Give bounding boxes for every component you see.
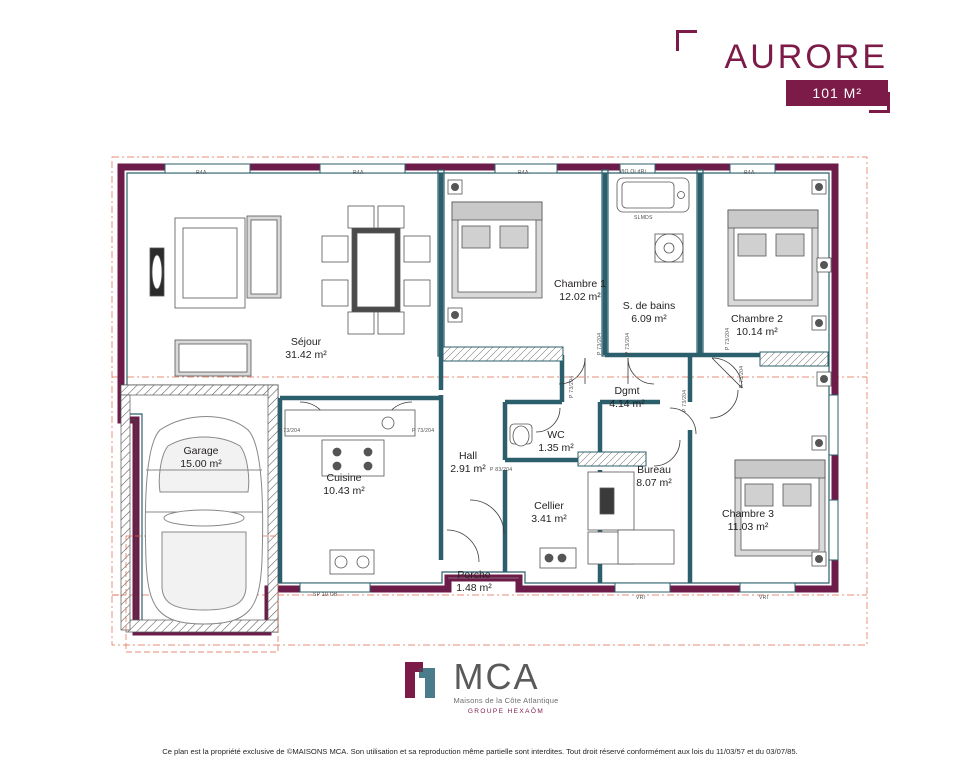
- room-area: 15.00 m²: [180, 458, 222, 470]
- mca-logo-mark-icon: [401, 658, 443, 702]
- room-label-wc: [538, 429, 574, 455]
- annotation-door-v3: P 73/204: [569, 375, 575, 398]
- room-name: S. de bains: [622, 300, 676, 312]
- annotation-door-p83204: P 83/204: [490, 467, 513, 473]
- annotation-door-v5: P 73/204: [725, 327, 731, 350]
- room-area: 31.42 m²: [285, 349, 327, 361]
- room-area: 8.07 m²: [636, 477, 672, 489]
- annotation-vri-1: VRI: [636, 595, 646, 601]
- room-label-bureau: [636, 464, 672, 490]
- annotation-slmds: SLMDS: [634, 215, 653, 221]
- room-label-chambre-1: [554, 278, 606, 304]
- room-name: Dgmt: [614, 385, 640, 397]
- room-area: 3.41 m²: [531, 513, 567, 525]
- floor-plan: [0, 140, 960, 660]
- annotation-i8o-oi-dri: i8O Oi dRi: [620, 169, 647, 175]
- annotation-r4a-3: R4A: [518, 170, 529, 176]
- room-label-porche: [456, 569, 492, 595]
- room-name: Cellier: [534, 500, 564, 512]
- room-name: Hall: [458, 450, 478, 462]
- room-name: WC: [547, 429, 565, 441]
- mca-tagline: Maisons de la Côte Atlantique: [453, 696, 559, 705]
- surface-badge: 101 M²: [786, 80, 888, 106]
- annotation-sp10ob: SP 10 OB: [313, 592, 338, 598]
- room-name: Bureau: [637, 464, 671, 476]
- room-name: Chambre 3: [722, 508, 774, 520]
- annotation-r4a-1: R4A: [196, 170, 207, 176]
- room-name: Porche: [457, 569, 491, 581]
- room-name: Cuisine: [326, 472, 362, 484]
- room-label-garage: [180, 445, 221, 471]
- annotation-door-v1: P 73/204: [597, 332, 603, 355]
- annotation-door-p73204-b: P 73/204: [412, 428, 435, 434]
- room-area: 1.48 m²: [456, 582, 492, 594]
- model-name: AURORE: [724, 38, 888, 76]
- room-area: 12.02 m²: [559, 291, 601, 303]
- room-label-chambre-2: [731, 313, 783, 339]
- legal-notice: Ce plan est la propriété exclusive de ©MAISONS MCA. Son utilisation et sa reproduction même partielle sont interdites. Tout droit réservé conformément aux lois du 11/03/57 et du 03/07/85.: [162, 747, 798, 756]
- room-name: Garage: [183, 445, 219, 457]
- room-area: 6.09 m²: [631, 313, 667, 325]
- room-area: 2.91 m²: [450, 463, 486, 475]
- plan-header: [670, 18, 890, 118]
- annotation-door-p73204-a: P 73/204: [278, 428, 301, 434]
- room-label-cuisine: [323, 472, 364, 498]
- room-area: 10.43 m²: [323, 485, 365, 497]
- room-name: Chambre 1: [554, 278, 606, 290]
- mca-wordmark: MCA: [453, 656, 540, 697]
- room-label-dgmt: [609, 385, 645, 411]
- room-label-chambre-3: [722, 508, 774, 534]
- mca-logo: [0, 658, 960, 715]
- plan-footer: [0, 658, 960, 768]
- mca-logo-text: [453, 658, 558, 715]
- annotation-door-v6: P 73/204: [739, 365, 745, 388]
- annotation-r4a-2: R4A: [353, 170, 364, 176]
- room-label-cellier: [531, 500, 567, 526]
- room-area: 4.14 m²: [609, 398, 645, 410]
- room-name: Chambre 2: [731, 313, 783, 325]
- room-area: 11.03 m²: [727, 521, 769, 533]
- room-area: 10.14 m²: [736, 326, 778, 338]
- room-area: 1.35 m²: [538, 442, 574, 454]
- room-label-hall: [450, 450, 486, 476]
- room-label-sejour: [285, 336, 326, 362]
- mca-group: GROUPE HEXAÔM: [467, 708, 545, 715]
- annotation-r4a-4: R4A: [744, 170, 755, 176]
- annotation-vri-2: VRI: [759, 595, 769, 601]
- room-label-salle-de-bains: [623, 300, 676, 326]
- annotation-door-v4: P 73/204: [682, 389, 688, 412]
- corner-bracket-top-left-icon: [676, 30, 697, 51]
- room-name: Séjour: [290, 336, 322, 348]
- annotation-door-v2: P 73/204: [625, 332, 631, 355]
